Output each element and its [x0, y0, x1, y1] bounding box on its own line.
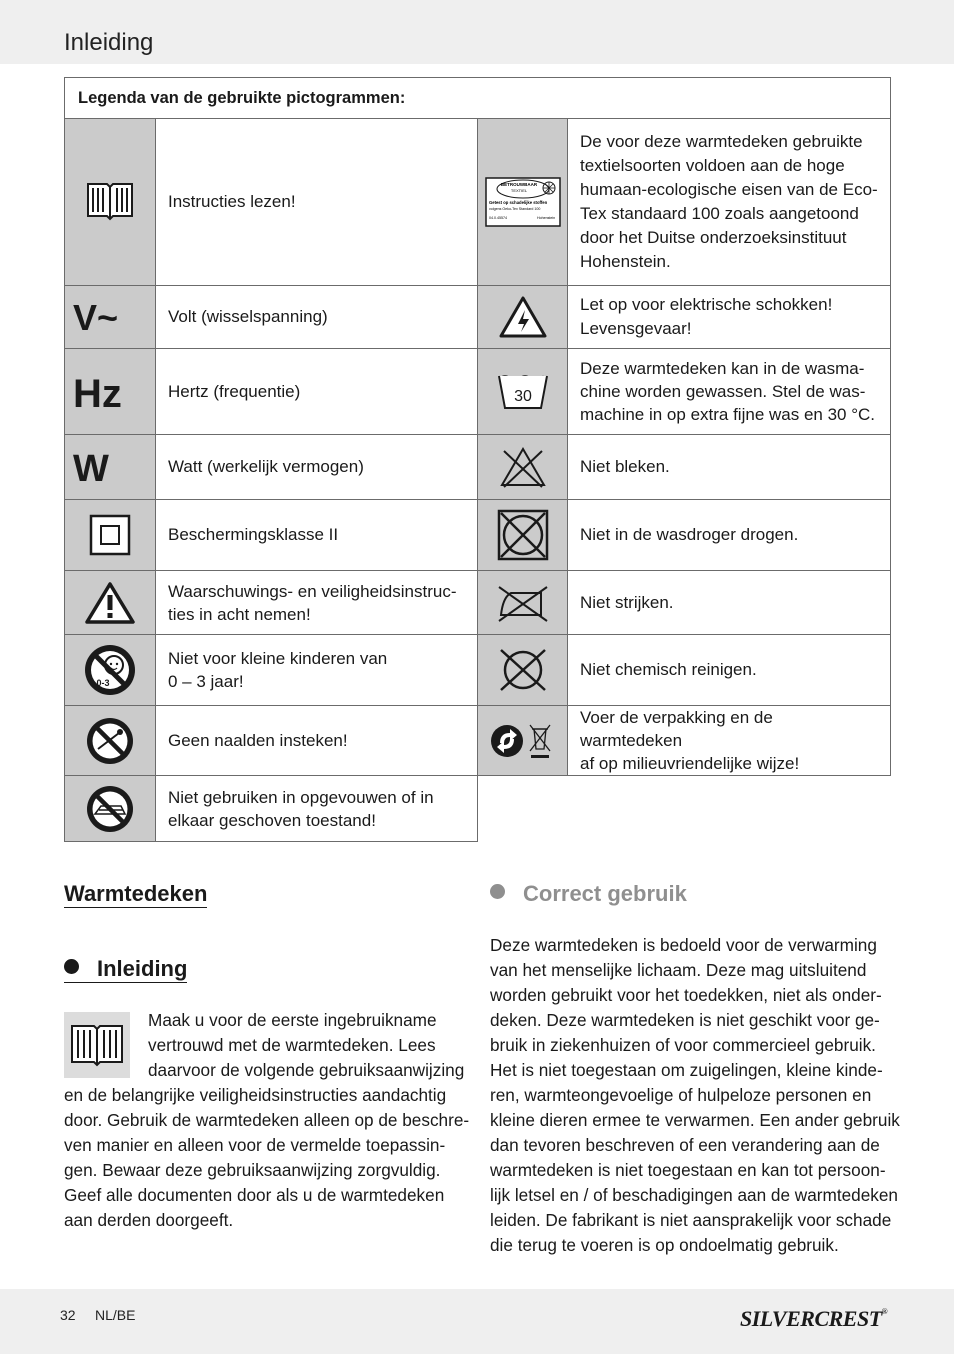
legend-text-wash: Deze warmtedeken kan in de wasma- chine worden gewassen. Stel de was- machine in op extra fijne was en 30 °C. — [568, 349, 891, 435]
correct-gebruik-paragraph: Deze warmtedeken is bedoeld voor de verwarming van het menselijke lichaam. Deze mag uitsluitend worden gebruikt voor het toedekken, niet als onder- deken. Deze warmtedeken is niet geschikt voor ge- bruik in ziekenhuizen of voor commercieel gebruik. Het is niet toegestaan om zuigelingen, kleine kinde- ren, warmteongevoelige of hulpeloze personen en kleine dieren ermee te verwarmen. Een ander gebruik dan tevoren beschreven of een verandering aan de warmtedeken is niet toegestaan en kan tot persoon- lijk letsel en / of beschadigingen aan de warmtedeken leiden. De fabrikant is niet aansprakelijk voor schade die terug te voeren is op ondoelmatig gebruik. — [490, 935, 900, 1255]
bullet-icon — [490, 884, 505, 899]
legend-text-no-dry-clean: Niet chemisch reinigen. — [568, 635, 891, 706]
watt-symbol-icon — [73, 447, 123, 487]
volt-symbol-icon — [73, 297, 133, 337]
svg-text:volgens Oeko-Tex Standard 100: volgens Oeko-Tex Standard 100 — [488, 207, 540, 211]
svg-text:TEXTIEL: TEXTIEL — [510, 188, 527, 193]
heading-correct-gebruik: Correct gebruik — [490, 879, 687, 909]
legend-text-oeko-tex: De voor deze warmtedeken gebruikte textielsoorten voldoen aan de hoge humaan-ecologische eisen van de Eco- Tex standaard 100 zoals aangetoond door het Duitse onderzoeksinstituut Hohenstein. — [568, 119, 891, 286]
page-title: Inleiding — [64, 29, 154, 56]
wash-30-icon — [497, 372, 549, 412]
legend-text-no-tumble-dry: Niet in de wasdroger drogen. — [568, 500, 891, 571]
brand-logo: SILVERCREST® — [740, 1306, 888, 1331]
hertz-symbol-icon — [73, 370, 135, 414]
legend-text-no-small-children: Niet voor kleine kinderen van 0 – 3 jaar! — [156, 635, 478, 706]
book-icon-box — [64, 1012, 130, 1078]
page-number: 32 — [60, 1307, 76, 1323]
heading-inleiding: Inleiding — [64, 954, 187, 984]
warning-triangle-icon — [84, 581, 136, 625]
legend-text-electric-shock: Let op voor elektrische schokken! Levensgevaar! — [568, 286, 891, 349]
svg-text:0-3: 0-3 — [96, 678, 110, 688]
svg-text:30: 30 — [513, 387, 532, 405]
svg-text:Hohenstein: Hohenstein — [536, 216, 555, 220]
legend-text-no-pins: Geen naalden insteken! — [156, 706, 478, 776]
svg-text:04.0.45574: 04.0.45574 — [488, 216, 507, 220]
do-not-tumble-dry-icon — [497, 509, 549, 561]
recycling-disposal-icon — [490, 721, 556, 761]
do-not-iron-icon — [495, 583, 551, 623]
intro-paragraph: en de belangrijke veiligheidsinstructies aandachtig door. Gebruik de warmtedeken alleen op de beschre- ven manier en alleen voor de vermelde toepassin- gen. Bewaar deze gebruiksaanwijzing zorgvuldig. Geef alle documenten door als u de warmtedeken aan derden doorgeeft. — [64, 1085, 470, 1230]
legend-text-safety-warning: Waarschuwings- en veiligheidsinstruc- ties in acht nemen! — [156, 571, 478, 635]
legend-title: Legenda van de gebruikte pictogrammen: — [65, 78, 891, 119]
svg-text:Getest op schadelijke stoffen: Getest op schadelijke stoffen — [488, 200, 547, 205]
legend-text-hertz: Hertz (frequentie) — [156, 349, 478, 435]
no-small-children-icon — [83, 643, 137, 697]
do-not-bleach-icon — [498, 445, 548, 489]
intro-text: Maak u voor de eerste ingebruikname vertrouwd met de warmtedeken. Lees daarvoor de volgende gebruiksaanwijzing — [148, 1010, 465, 1080]
legend-text-volt: Volt (wisselspanning) — [156, 286, 478, 349]
legend-text-protection-class: Beschermingsklasse II — [156, 500, 478, 571]
no-pins-icon — [85, 716, 135, 766]
oeko-tex-label-icon — [485, 177, 561, 227]
svg-text:V~: V~ — [73, 297, 119, 337]
svg-text:BETROUWBAAR: BETROUWBAAR — [500, 182, 537, 187]
legend-text-disposal: Voer de verpakking en de warmtedeken af op milieuvriendelijke wijze! — [568, 706, 891, 776]
legend-text-no-iron: Niet strijken. — [568, 571, 891, 635]
legend-table — [64, 77, 891, 842]
language-code: NL/BE — [95, 1307, 136, 1323]
legend-text-no-bleach: Niet bleken. — [568, 435, 891, 500]
book-icon — [84, 180, 136, 224]
legend-text-read-instructions: Instructies lezen! — [156, 119, 478, 286]
electric-shock-warning-icon — [498, 295, 548, 339]
legend-text-watt: Watt (werkelijk vermogen) — [156, 435, 478, 500]
legend-text-no-folded-use: Niet gebruiken in opgevouwen of in elkaar geschoven toestand! — [156, 776, 478, 842]
protection-class-ii-icon — [89, 514, 131, 556]
bullet-icon — [64, 959, 79, 974]
svg-text:Hz: Hz — [73, 371, 122, 414]
book-icon — [64, 1012, 130, 1078]
section-title-warmtedeken: Warmtedeken — [64, 881, 208, 906]
svg-text:W: W — [73, 448, 109, 487]
do-not-dry-clean-icon — [497, 648, 549, 692]
no-folded-use-icon — [85, 784, 135, 834]
